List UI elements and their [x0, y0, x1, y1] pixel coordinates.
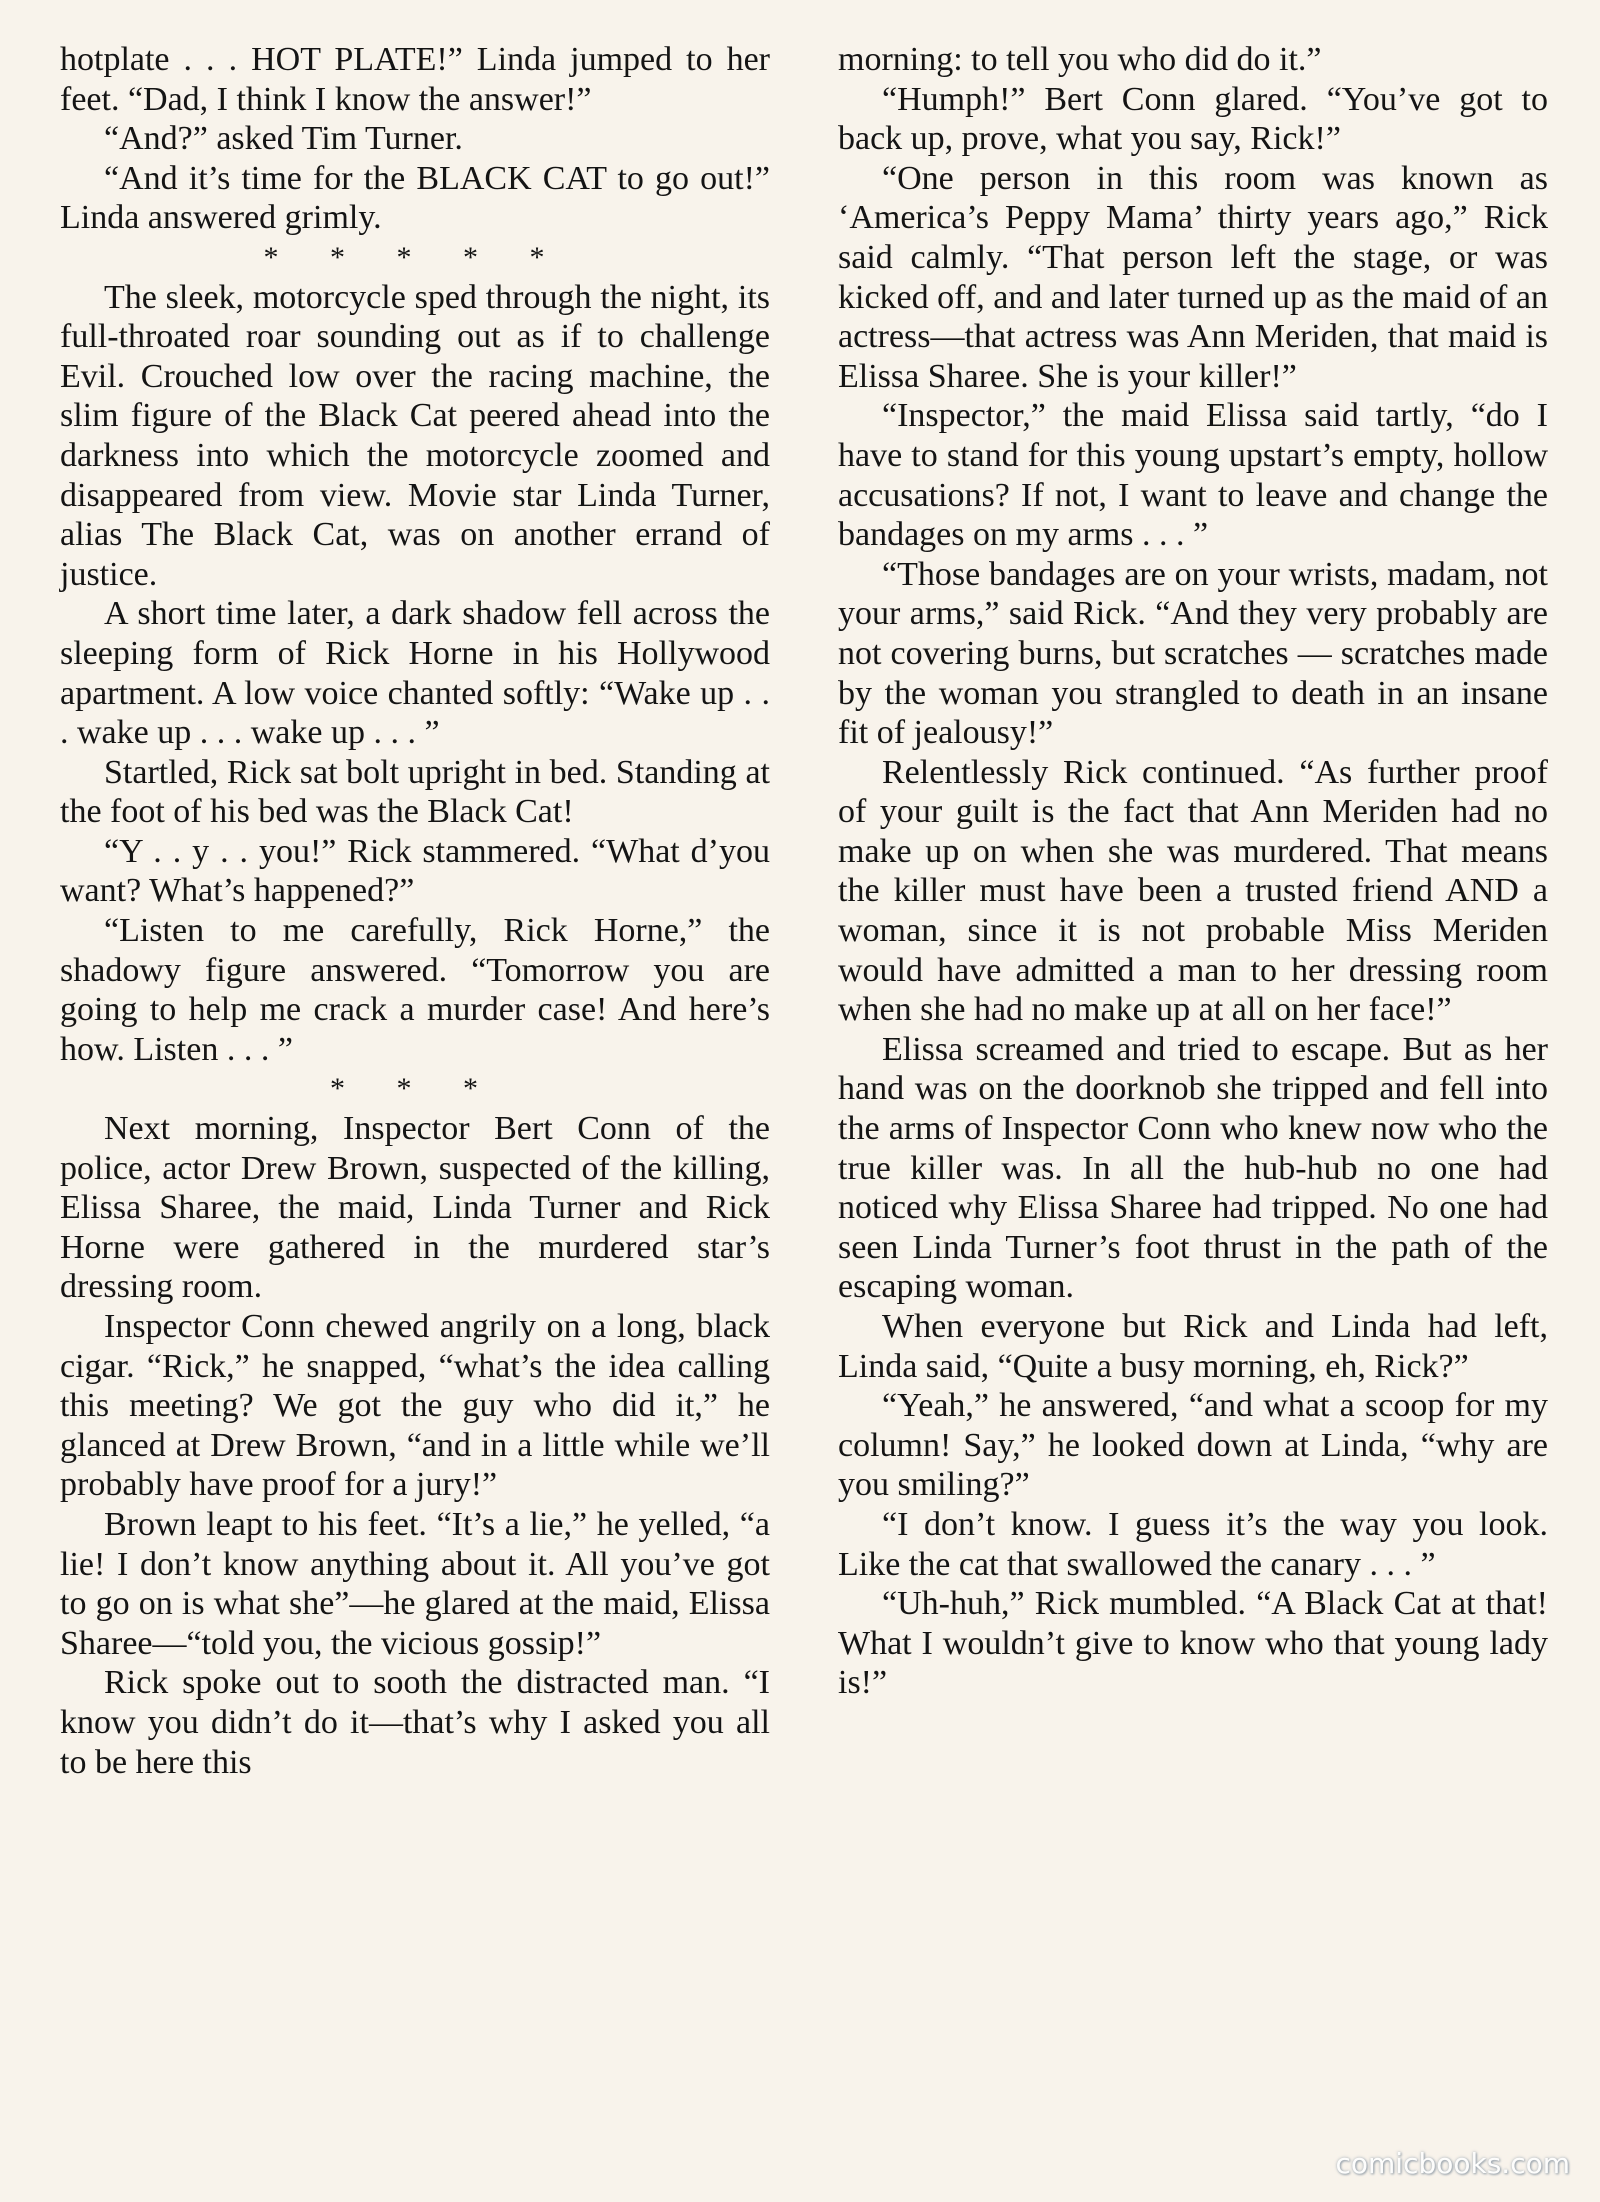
paragraph: Rick spoke out to sooth the distracted man. “I know you didn’t do it—that’s why I asked you all to be here this	[60, 1664, 770, 1781]
paragraph: Relentlessly Rick continued. “As further proof of your guilt is the fact that Ann Meriden had no make up on when she was murdered. That means the killer must have been a trusted friend AND a woman, since it is not probable Miss Meriden would have admitted a man to her dressing room when she had no make up at all on her face!”	[838, 753, 1548, 1029]
paragraph: “I don’t know. I guess it’s the way you look. Like the cat that swallowed the canary . . . ”	[838, 1505, 1548, 1583]
site-watermark: comicbooks.com	[1335, 2147, 1570, 2180]
paragraph: Next morning, Inspector Bert Conn of the police, actor Drew Brown, suspected of the killing, Elissa Sharee, the maid, Linda Turner and Rick Horne were gathered in the murdered star’s dressing room.	[60, 1110, 770, 1306]
paragraph: Elissa screamed and tried to escape. But as her hand was on the doorknob she tripped and fell into the arms of Inspector Conn who knew now who the true killer was. In all the hub-hub no one had noticed why Elissa Sharee had tripped. No one had seen Linda Turner’s foot thrust in the path of the escaping woman.	[838, 1030, 1548, 1306]
paragraph: When everyone but Rick and Linda had left, Linda said, “Quite a busy morning, eh, Rick?”	[838, 1308, 1548, 1385]
paragraph: A short time later, a dark shadow fell across the sleeping form of Rick Horne in his Hollywood apartment. A low voice chanted softly: “Wake up . . . wake up . . . wake up . . . ”	[60, 595, 770, 752]
left-column	[60, 40, 770, 1782]
paragraph: “Inspector,” the maid Elissa said tartly, “do I have to stand for this young upstart’s empty, hollow accusations? If not, I want to leave and change the bandages on my arms . . . ”	[838, 397, 1548, 554]
paragraph: The sleek, motorcycle sped through the night, its full-throated roar sounding out as if to challenge Evil. Crouched low over the racing machine, the slim figure of the Black Cat peered ahead into the darkness into which the motorcycle zoomed and disappeared from view. Movie star Linda Turner, alias The Black Cat, was on another errand of justice.	[60, 278, 770, 593]
paragraph: Brown leapt to his feet. “It’s a lie,” he yelled, “a lie! I don’t know anything about it. All you’ve got to go on is what she”—he glared at the maid, Elissa Sharee—“told you, the vicious gossip!”	[60, 1505, 770, 1662]
paragraph: “Humph!” Bert Conn glared. “You’ve got to back up, prove, what you say, Rick!”	[838, 80, 1548, 158]
paragraph: “And it’s time for the BLACK CAT to go out!” Linda answered grimly.	[60, 159, 770, 237]
paragraph: Inspector Conn chewed angrily on a long, black cigar. “Rick,” he snapped, “what’s the idea calling this meeting? We got the guy who did it,” he glanced at Drew Brown, “and in a little while we’ll probably have proof for a jury!”	[60, 1308, 770, 1504]
paragraph: “Yeah,” he answered, “and what a scoop for my column! Say,” he looked down at Linda, “why are you smiling?”	[838, 1387, 1548, 1504]
paragraph: “Listen to me carefully, Rick Horne,” the shadowy figure answered. “Tomorrow you are going to help me crack a murder case! And here’s how. Listen . . . ”	[60, 912, 770, 1068]
section-divider: * * * * *	[263, 240, 567, 274]
paragraph: “Those bandages are on your wrists, madam, not your arms,” said Rick. “And they very probably are not covering burns, but scratches — scratches made by the woman you strangled to death in an insane fit of jealousy!”	[838, 555, 1548, 752]
section-divider: * * *	[330, 1072, 500, 1106]
right-column	[838, 40, 1548, 1703]
paragraph: “Y . . y . . you!” Rick stammered. “What d’you want? What’s happened?”	[60, 832, 770, 910]
paragraph: Startled, Rick sat bolt upright in bed. Standing at the foot of his bed was the Black Cat!	[60, 753, 770, 831]
paragraph: “And?” asked Tim Turner.	[104, 120, 463, 158]
paragraph: “Uh-huh,” Rick mumbled. “A Black Cat at that! What I wouldn’t give to know who that young lady is!”	[838, 1585, 1548, 1702]
paragraph: “One person in this room was known as ‘America’s Peppy Mama’ thirty years ago,” Rick said calmly. “That person left the stage, or was kicked off, and and later turned up as the maid of an actress—that actress was Ann Meriden, that maid is Elissa Sharee. She is your killer!”	[838, 159, 1548, 395]
paragraph: hotplate . . . HOT PLATE!” Linda jumped to her feet. “Dad, I think I know the answer!”	[60, 41, 770, 118]
paragraph: morning: to tell you who did do it.”	[838, 41, 1322, 78]
